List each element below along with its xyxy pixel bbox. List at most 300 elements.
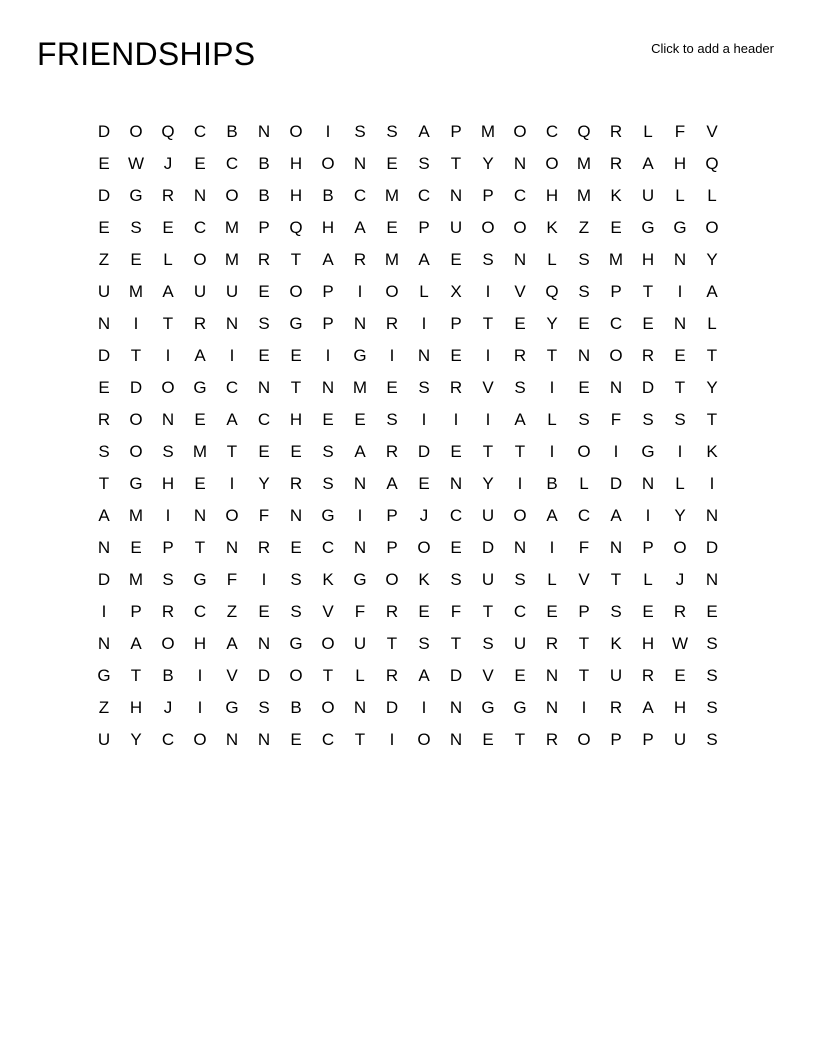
grid-letter: M <box>608 250 624 269</box>
grid-letter: O <box>289 122 303 141</box>
grid-letter: K <box>546 218 558 237</box>
grid-letter: G <box>289 634 303 653</box>
grid-letter: N <box>449 730 463 749</box>
add-header-placeholder[interactable]: Click to add a header <box>651 41 774 56</box>
grid-letter: I <box>197 698 203 717</box>
grid-letter: S <box>578 410 590 429</box>
grid-letter: O <box>289 666 303 685</box>
grid-letter: E <box>130 250 142 269</box>
grid-letter: I <box>357 506 363 525</box>
grid-letter: T <box>642 282 654 301</box>
grid-letter: U <box>481 506 495 525</box>
grid-letter: G <box>513 698 527 717</box>
grid-letter: R <box>385 442 399 461</box>
grid-letter: A <box>194 346 206 365</box>
grid-letter: R <box>513 346 527 365</box>
grid-letter: I <box>485 282 491 301</box>
grid-letter: P <box>642 538 654 557</box>
grid-letter: A <box>418 250 430 269</box>
grid-letter: U <box>513 634 527 653</box>
grid-letter: O <box>417 538 431 557</box>
grid-letter: L <box>707 186 717 205</box>
grid-letter: A <box>546 506 558 525</box>
grid-letter: F <box>258 506 270 525</box>
grid-letter: T <box>290 378 302 397</box>
grid-letter: T <box>482 602 494 621</box>
grid-letter: O <box>609 346 623 365</box>
grid-letter: R <box>289 474 303 493</box>
grid-letter: M <box>384 186 400 205</box>
grid-letter: L <box>547 410 557 429</box>
grid-letter: I <box>165 506 171 525</box>
grid-letter: P <box>450 122 462 141</box>
grid-letter: N <box>225 538 239 557</box>
grid-letter: E <box>162 218 174 237</box>
grid-letter: S <box>578 282 590 301</box>
grid-letter: A <box>354 218 366 237</box>
grid-letter: T <box>194 538 206 557</box>
grid-letter: T <box>386 634 398 653</box>
grid-row <box>88 628 728 660</box>
grid-letter: E <box>578 378 590 397</box>
grid-letter: M <box>384 250 400 269</box>
grid-letter: F <box>610 410 622 429</box>
grid-letter: T <box>354 730 366 749</box>
grid-letter: S <box>386 410 398 429</box>
grid-letter: C <box>353 186 367 205</box>
grid-letter: R <box>161 602 175 621</box>
page-title: FRIENDSHIPS <box>37 36 256 72</box>
grid-letter: U <box>97 282 111 301</box>
grid-letter: H <box>193 634 207 653</box>
grid-letter: Y <box>706 250 718 269</box>
grid-letter: G <box>641 442 655 461</box>
grid-letter: I <box>389 346 395 365</box>
grid-letter: A <box>322 250 334 269</box>
grid-letter: D <box>449 666 463 685</box>
grid-letter: L <box>547 570 557 589</box>
grid-row <box>88 596 728 628</box>
grid-letter: N <box>609 378 623 397</box>
grid-letter: A <box>354 442 366 461</box>
grid-letter: R <box>673 602 687 621</box>
grid-letter: C <box>161 730 175 749</box>
grid-letter: R <box>385 666 399 685</box>
grid-letter: A <box>642 698 654 717</box>
grid-letter: E <box>322 410 334 429</box>
grid-letter: T <box>450 634 462 653</box>
grid-letter: S <box>706 698 718 717</box>
grid-letter: I <box>549 378 555 397</box>
grid-letter: C <box>193 602 207 621</box>
grid-letter: N <box>513 538 527 557</box>
grid-letter: P <box>258 218 270 237</box>
grid-letter: E <box>674 666 686 685</box>
grid-letter: L <box>675 474 685 493</box>
grid-letter: O <box>513 506 527 525</box>
grid-letter: O <box>129 122 143 141</box>
grid-letter: P <box>386 506 398 525</box>
grid-letter: T <box>578 666 590 685</box>
grid-letter: I <box>581 698 587 717</box>
grid-letter: T <box>130 346 142 365</box>
grid-letter: O <box>513 122 527 141</box>
grid-letter: C <box>225 378 239 397</box>
grid-letter: N <box>673 250 687 269</box>
grid-letter: E <box>290 730 302 749</box>
grid-letter: M <box>352 378 368 397</box>
grid-letter: K <box>610 186 622 205</box>
grid-letter: U <box>193 282 207 301</box>
grid-letter: E <box>194 154 206 173</box>
grid-letter: N <box>321 378 335 397</box>
grid-letter: A <box>226 410 238 429</box>
grid-letter: V <box>514 282 526 301</box>
grid-letter: D <box>417 442 431 461</box>
grid-letter: E <box>258 602 270 621</box>
grid-letter: O <box>577 730 591 749</box>
grid-letter: G <box>225 698 239 717</box>
grid-letter: N <box>673 314 687 333</box>
grid-letter: T <box>610 570 622 589</box>
grid-letter: I <box>613 442 619 461</box>
grid-letter: F <box>674 122 686 141</box>
grid-letter: Q <box>289 218 303 237</box>
grid-letter: E <box>354 410 366 429</box>
grid-letter: O <box>161 378 175 397</box>
grid-letter: P <box>322 282 334 301</box>
grid-letter: S <box>578 250 590 269</box>
grid-letter: R <box>609 122 623 141</box>
grid-letter: E <box>450 538 462 557</box>
grid-letter: A <box>130 634 142 653</box>
grid-letter: I <box>421 698 427 717</box>
grid-letter: T <box>674 378 686 397</box>
grid-row <box>88 724 728 756</box>
grid-letter: T <box>482 314 494 333</box>
grid-letter: W <box>671 634 689 653</box>
grid-letter: N <box>289 506 303 525</box>
grid-letter: S <box>418 154 430 173</box>
grid-letter: R <box>609 698 623 717</box>
grid-letter: O <box>481 218 495 237</box>
grid-letter: A <box>226 634 238 653</box>
grid-letter: U <box>225 282 239 301</box>
grid-letter: A <box>706 282 718 301</box>
grid-letter: O <box>225 506 239 525</box>
grid-letter: J <box>675 570 685 589</box>
grid-letter: I <box>549 442 555 461</box>
grid-letter: R <box>353 250 367 269</box>
grid-letter: Q <box>705 154 719 173</box>
grid-letter: F <box>354 602 366 621</box>
grid-letter: G <box>97 666 111 685</box>
grid-letter: O <box>513 218 527 237</box>
grid-letter: I <box>677 282 683 301</box>
grid-letter: F <box>450 602 462 621</box>
grid-letter: O <box>577 442 591 461</box>
grid-letter: V <box>706 122 718 141</box>
grid-letter: C <box>417 186 431 205</box>
grid-letter: B <box>546 474 558 493</box>
grid-letter: L <box>163 250 173 269</box>
grid-letter: N <box>449 698 463 717</box>
grid-letter: S <box>98 442 110 461</box>
grid-letter: U <box>97 730 111 749</box>
grid-letter: D <box>385 698 399 717</box>
grid-letter: E <box>98 218 110 237</box>
grid-letter: V <box>482 666 494 685</box>
grid-letter: N <box>609 538 623 557</box>
grid-letter: D <box>97 186 111 205</box>
grid-letter: I <box>485 346 491 365</box>
grid-letter: E <box>514 314 526 333</box>
grid-letter: S <box>706 634 718 653</box>
grid-letter: D <box>129 378 143 397</box>
grid-letter: T <box>514 730 526 749</box>
grid-letter: Y <box>258 474 270 493</box>
grid-letter: T <box>706 410 718 429</box>
grid-letter: N <box>417 346 431 365</box>
grid-row <box>88 276 728 308</box>
grid-letter: V <box>322 602 334 621</box>
grid-letter: U <box>353 634 367 653</box>
grid-letter: Q <box>545 282 559 301</box>
grid-letter: N <box>577 346 591 365</box>
grid-letter: Y <box>482 154 494 173</box>
grid-letter: A <box>642 154 654 173</box>
grid-letter: P <box>642 730 654 749</box>
grid-letter: N <box>97 538 111 557</box>
grid-letter: H <box>321 218 335 237</box>
grid-letter: L <box>675 186 685 205</box>
grid-letter: C <box>257 410 271 429</box>
grid-letter: T <box>226 442 238 461</box>
grid-row <box>88 692 728 724</box>
grid-letter: E <box>290 538 302 557</box>
grid-letter: N <box>257 378 271 397</box>
grid-row <box>88 148 728 180</box>
grid-letter: I <box>389 730 395 749</box>
grid-letter: S <box>674 410 686 429</box>
grid-letter: I <box>709 474 715 493</box>
grid-letter: I <box>453 410 459 429</box>
grid-letter: E <box>386 378 398 397</box>
grid-letter: E <box>290 346 302 365</box>
grid-row <box>88 564 728 596</box>
grid-letter: S <box>258 314 270 333</box>
grid-letter: I <box>517 474 523 493</box>
grid-letter: O <box>545 154 559 173</box>
grid-letter: T <box>130 666 142 685</box>
grid-letter: I <box>133 314 139 333</box>
grid-row <box>88 372 728 404</box>
grid-letter: A <box>98 506 110 525</box>
grid-letter: E <box>450 346 462 365</box>
grid-letter: I <box>229 346 235 365</box>
grid-row <box>88 436 728 468</box>
grid-letter: X <box>450 282 462 301</box>
grid-letter: N <box>225 314 239 333</box>
grid-letter: M <box>576 154 592 173</box>
grid-letter: T <box>322 666 334 685</box>
grid-letter: C <box>449 506 463 525</box>
grid-letter: K <box>610 634 622 653</box>
grid-letter: N <box>97 314 111 333</box>
grid-letter: I <box>549 538 555 557</box>
grid-letter: W <box>127 154 145 173</box>
grid-letter: N <box>705 570 719 589</box>
grid-letter: U <box>481 570 495 589</box>
grid-letter: N <box>225 730 239 749</box>
grid-letter: B <box>290 698 302 717</box>
grid-row <box>88 532 728 564</box>
grid-letter: C <box>577 506 591 525</box>
grid-letter: A <box>162 282 174 301</box>
grid-letter: N <box>353 698 367 717</box>
grid-letter: N <box>193 186 207 205</box>
grid-letter: F <box>578 538 590 557</box>
grid-letter: P <box>418 218 430 237</box>
grid-letter: O <box>321 634 335 653</box>
grid-letter: N <box>513 250 527 269</box>
grid-row <box>88 660 728 692</box>
grid-letter: J <box>163 698 173 717</box>
grid-letter: H <box>161 474 175 493</box>
grid-letter: K <box>418 570 430 589</box>
grid-letter: H <box>289 410 303 429</box>
grid-letter: S <box>482 634 494 653</box>
grid-letter: P <box>450 314 462 333</box>
grid-letter: H <box>129 698 143 717</box>
grid-letter: C <box>321 538 335 557</box>
grid-letter: E <box>642 314 654 333</box>
grid-letter: T <box>514 442 526 461</box>
grid-letter: I <box>357 282 363 301</box>
grid-letter: H <box>545 186 559 205</box>
grid-letter: H <box>673 698 687 717</box>
grid-letter: E <box>130 538 142 557</box>
grid-letter: R <box>97 410 111 429</box>
grid-letter: R <box>385 602 399 621</box>
grid-letter: S <box>450 570 462 589</box>
grid-letter: N <box>193 506 207 525</box>
grid-letter: A <box>514 410 526 429</box>
grid-letter: P <box>322 314 334 333</box>
grid-letter: S <box>290 570 302 589</box>
grid-letter: M <box>128 506 144 525</box>
grid-letter: E <box>642 602 654 621</box>
grid-letter: C <box>321 730 335 749</box>
grid-letter: E <box>674 346 686 365</box>
grid-letter: E <box>482 730 494 749</box>
grid-letter: C <box>225 154 239 173</box>
grid-letter: E <box>706 602 718 621</box>
grid-letter: R <box>609 154 623 173</box>
grid-letter: O <box>385 282 399 301</box>
grid-letter: E <box>546 602 558 621</box>
grid-letter: S <box>322 474 334 493</box>
grid-letter: I <box>165 346 171 365</box>
grid-letter: Y <box>130 730 142 749</box>
grid-letter: O <box>193 250 207 269</box>
grid-letter: E <box>450 250 462 269</box>
grid-letter: S <box>706 730 718 749</box>
grid-letter: G <box>129 186 143 205</box>
grid-letter: L <box>643 122 653 141</box>
grid-letter: G <box>289 314 303 333</box>
grid-letter: E <box>514 666 526 685</box>
grid-letter: V <box>578 570 590 589</box>
grid-letter: G <box>641 218 655 237</box>
grid-row <box>88 212 728 244</box>
grid-letter: P <box>130 602 142 621</box>
grid-letter: M <box>224 250 240 269</box>
grid-letter: D <box>481 538 495 557</box>
grid-letter: A <box>418 122 430 141</box>
grid-letter: E <box>578 314 590 333</box>
grid-letter: D <box>97 122 111 141</box>
grid-letter: I <box>101 602 107 621</box>
grid-letter: S <box>386 122 398 141</box>
grid-letter: A <box>386 474 398 493</box>
grid-letter: N <box>545 698 559 717</box>
grid-row <box>88 500 728 532</box>
grid-letter: U <box>641 186 655 205</box>
grid-letter: M <box>576 186 592 205</box>
grid-letter: G <box>193 570 207 589</box>
grid-letter: E <box>258 346 270 365</box>
grid-letter: G <box>193 378 207 397</box>
grid-letter: I <box>485 410 491 429</box>
grid-letter: R <box>257 250 271 269</box>
grid-letter: H <box>641 634 655 653</box>
grid-letter: O <box>417 730 431 749</box>
grid-letter: R <box>545 634 559 653</box>
grid-letter: I <box>197 666 203 685</box>
grid-letter: O <box>225 186 239 205</box>
grid-letter: L <box>547 250 557 269</box>
grid-letter: C <box>193 218 207 237</box>
grid-letter: N <box>257 730 271 749</box>
grid-letter: S <box>322 442 334 461</box>
grid-letter: G <box>321 506 335 525</box>
grid-letter: L <box>579 474 589 493</box>
grid-letter: T <box>450 154 462 173</box>
grid-letter: M <box>128 282 144 301</box>
grid-letter: H <box>289 186 303 205</box>
grid-letter: J <box>163 154 173 173</box>
grid-letter: T <box>98 474 110 493</box>
grid-letter: E <box>386 218 398 237</box>
grid-letter: K <box>706 442 718 461</box>
grid-letter: E <box>98 154 110 173</box>
grid-letter: N <box>449 474 463 493</box>
grid-letter: E <box>450 442 462 461</box>
grid-letter: N <box>705 506 719 525</box>
grid-letter: I <box>677 442 683 461</box>
grid-letter: L <box>643 570 653 589</box>
grid-letter: U <box>673 730 687 749</box>
grid-letter: Z <box>98 250 110 269</box>
grid-letter: G <box>353 570 367 589</box>
grid-letter: B <box>258 186 270 205</box>
grid-letter: H <box>673 154 687 173</box>
grid-letter: D <box>97 346 111 365</box>
grid-letter: E <box>258 442 270 461</box>
grid-letter: S <box>610 602 622 621</box>
grid-letter: E <box>418 474 430 493</box>
